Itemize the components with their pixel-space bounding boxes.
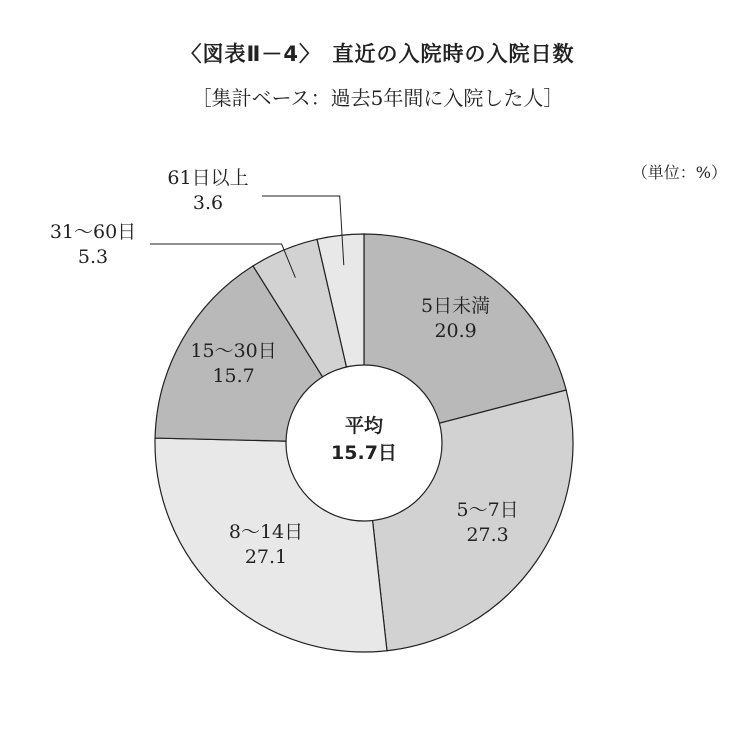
slice-value-label-1: 20.9: [434, 320, 477, 343]
slice-value-label-6: 3.6: [192, 192, 224, 214]
slice-category-label-5: 31～60日: [49, 221, 137, 243]
slice-category-label-6: 61日以上: [167, 167, 249, 189]
center-label-line2: 15.7日: [331, 442, 397, 464]
unit-label: （単位：%）: [631, 163, 727, 182]
slice-category-label-4: 15～30日: [190, 339, 277, 362]
center-label-line1: 平均: [344, 415, 384, 437]
chart-title: 〈図表Ⅱ－4〉 直近の入院時の入院日数: [180, 42, 575, 66]
slice-category-label-3: 8～14日: [228, 520, 304, 543]
slice-value-label-3: 27.1: [244, 545, 288, 568]
slice-value-label-2: 27.3: [466, 524, 509, 546]
slice-category-label-1: 5日未満: [421, 295, 491, 318]
slice-value-label-5: 5.3: [77, 246, 109, 268]
slice-value-label-4: 15.7: [212, 364, 255, 387]
slice-category-label-2: 5～7日: [456, 499, 519, 521]
chart-subtitle: ［集計ベース：過去5年間に入院した人］: [191, 86, 564, 110]
